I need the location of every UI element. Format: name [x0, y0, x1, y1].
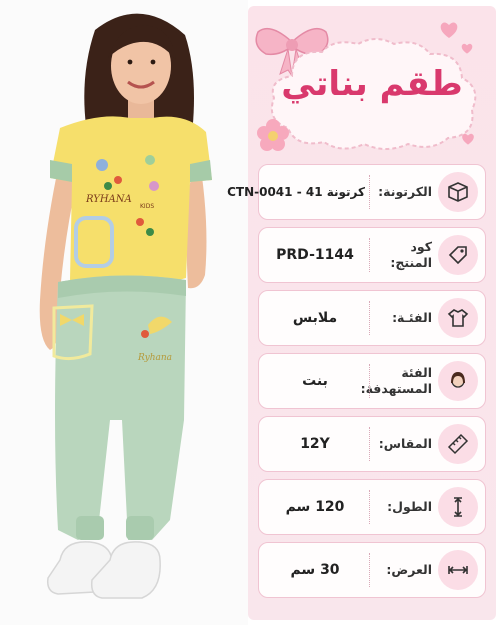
divider	[369, 238, 370, 272]
flower-icon	[256, 118, 290, 152]
divider	[369, 301, 370, 335]
spec-value: كرتونة 41 - CTN-0041	[227, 185, 365, 199]
spec-label: الكرتونة:	[378, 184, 432, 200]
spec-value: ملابس	[292, 310, 338, 326]
spec-value: بنت	[302, 373, 328, 389]
box-icon	[438, 172, 478, 212]
product-info-panel	[227, 6, 496, 620]
spec-card-width	[258, 542, 486, 598]
girl-icon	[438, 361, 478, 401]
spec-value: 30 سم	[290, 562, 340, 578]
ruler-icon	[438, 424, 478, 464]
spec-card-category	[258, 290, 486, 346]
spec-value: 12Y	[300, 436, 330, 452]
divider	[369, 175, 370, 209]
spec-card-length	[258, 479, 486, 535]
spec-card-size	[258, 416, 486, 472]
spec-label: الفئـة:	[392, 310, 432, 326]
spec-card-target	[258, 353, 486, 409]
girl-outfit-illustration	[0, 0, 248, 625]
shirt-brand-print: RYHANA	[86, 194, 132, 205]
tag-icon	[438, 235, 478, 275]
divider	[369, 364, 370, 398]
product-photo	[0, 0, 248, 625]
height-icon	[438, 487, 478, 527]
divider	[369, 553, 370, 587]
pants-brand-print: Ryhana	[138, 353, 173, 363]
width-icon	[438, 550, 478, 590]
spec-card-carton	[227, 164, 486, 220]
spec-label: الطول:	[387, 499, 432, 515]
page-title: طقم بناتي	[281, 64, 463, 104]
spec-label: كود المنتج:	[390, 239, 432, 270]
spec-card-code	[258, 227, 486, 283]
spec-value: 120 سم	[285, 499, 345, 515]
spec-label: الفئة المستهدفة:	[360, 365, 432, 396]
shirt-icon	[438, 298, 478, 338]
shirt-small-print: KIDS	[140, 203, 155, 210]
spec-value: PRD-1144	[276, 247, 354, 263]
divider	[369, 490, 370, 524]
spec-label: المقاس:	[378, 436, 432, 452]
divider	[369, 427, 370, 461]
spec-label: العرض:	[386, 562, 432, 578]
